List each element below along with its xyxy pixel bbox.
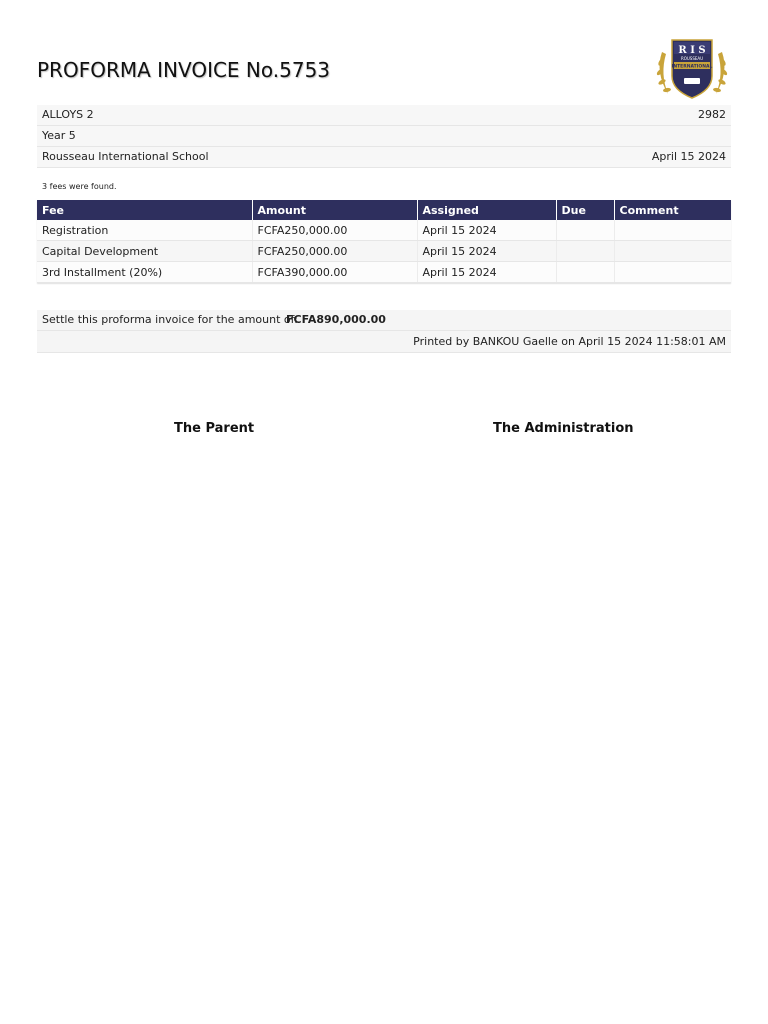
fee-name: 3rd Installment (20%) bbox=[37, 262, 252, 283]
table-row bbox=[37, 220, 731, 241]
printed-by-text bbox=[413, 331, 726, 352]
svg-text:ROUSSEAU: ROUSSEAU bbox=[680, 56, 704, 61]
svg-text:INTERNATIONAL: INTERNATIONAL bbox=[671, 64, 713, 70]
col-comment: Comment bbox=[614, 200, 731, 220]
fee-amount: FCFA390,000.00 bbox=[252, 262, 417, 283]
printed-by-row bbox=[37, 331, 731, 353]
fee-due bbox=[556, 262, 614, 283]
invoice-date: April 15 2024 bbox=[651, 150, 726, 163]
fee-comment bbox=[614, 241, 731, 262]
signature-parent: The Parent bbox=[174, 421, 255, 436]
school-name: Rousseau International School bbox=[42, 150, 209, 163]
fee-amount: FCFA250,000.00 bbox=[252, 220, 417, 241]
printed-by-label: Printed by BANKOU Gaelle on bbox=[413, 335, 575, 348]
table-row bbox=[37, 241, 731, 262]
fee-assigned: April 15 2024 bbox=[417, 241, 556, 262]
svg-text:R I S: R I S bbox=[678, 45, 706, 56]
signature-administration: The Administration bbox=[493, 421, 634, 436]
table-row bbox=[37, 262, 731, 283]
invoice-title: PROFORMA INVOICE No.5753 bbox=[37, 58, 331, 82]
col-fee: Fee bbox=[37, 200, 252, 220]
year-level: Year 5 bbox=[42, 129, 76, 142]
fee-assigned: April 15 2024 bbox=[417, 262, 556, 283]
fee-assigned: April 15 2024 bbox=[417, 220, 556, 241]
fee-comment bbox=[614, 262, 731, 283]
col-assigned: Assigned bbox=[417, 200, 556, 220]
info-row-school bbox=[37, 147, 731, 168]
fee-name: Registration bbox=[37, 220, 252, 241]
fee-name: Capital Development bbox=[37, 241, 252, 262]
info-row-class bbox=[37, 105, 731, 126]
fee-comment bbox=[614, 220, 731, 241]
settle-label: Settle this proforma invoice for the amount of: bbox=[42, 313, 298, 326]
printed-datetime: April 15 2024 11:58:01 AM bbox=[578, 335, 726, 348]
fees-table-header bbox=[37, 200, 731, 220]
fee-due bbox=[556, 241, 614, 262]
fee-amount: FCFA250,000.00 bbox=[252, 241, 417, 262]
school-crest-logo bbox=[652, 32, 732, 104]
info-row-year bbox=[37, 126, 731, 147]
col-amount: Amount bbox=[252, 200, 417, 220]
class-name: ALLOYS 2 bbox=[42, 108, 94, 121]
fee-due bbox=[556, 220, 614, 241]
settle-amount: FCFA890,000.00 bbox=[286, 313, 386, 326]
student-id: 2982 bbox=[698, 108, 726, 121]
fees-found-count: 3 fees were found. bbox=[42, 182, 117, 191]
col-due: Due bbox=[556, 200, 614, 220]
settle-amount-row bbox=[37, 310, 731, 331]
fees-table bbox=[37, 200, 731, 283]
